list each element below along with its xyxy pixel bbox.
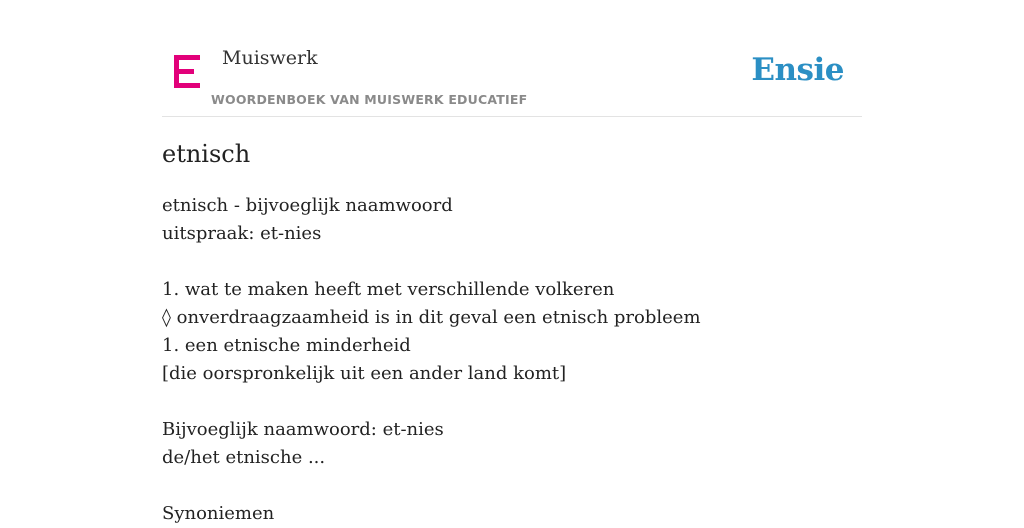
entry-line: uitspraak: et-nies	[162, 223, 322, 244]
entry-line: ◊ onverdraagzaamheid is in dit geval een etnisch probleem	[162, 307, 701, 328]
site-header	[162, 0, 862, 117]
entry-line: [die oorspronkelijk uit een ander land komt]	[162, 363, 567, 384]
entry-line	[162, 472, 862, 500]
entry-line	[162, 388, 862, 416]
entry-line: etnisch - bijvoeglijk naamwoord	[162, 195, 453, 216]
entry-line: Bijvoeglijk naamwoord: et-nies	[162, 419, 444, 440]
entry-line: Synoniemen	[162, 503, 275, 524]
logo-bar-top	[174, 55, 200, 60]
entry-line	[162, 248, 862, 276]
page-container	[162, 0, 862, 524]
logo-bar-middle	[174, 69, 194, 74]
muiswerk-logo-icon[interactable]	[174, 55, 200, 88]
entry-line: 1. wat te maken heeft met verschillende volkeren	[162, 279, 615, 300]
ensie-logo-link[interactable]: Ensie	[751, 52, 844, 88]
brand-subtitle: WOORDENBOEK VAN MUISWERK EDUCATIEF	[211, 92, 528, 107]
entry-line: 1. een etnische minderheid	[162, 335, 411, 356]
entry-body	[162, 192, 862, 528]
entry-line: de/het etnische ...	[162, 447, 326, 468]
brand-name[interactable]: Muiswerk	[222, 47, 318, 69]
entry-title: etnisch	[162, 140, 251, 168]
logo-bar-bottom	[174, 83, 200, 88]
